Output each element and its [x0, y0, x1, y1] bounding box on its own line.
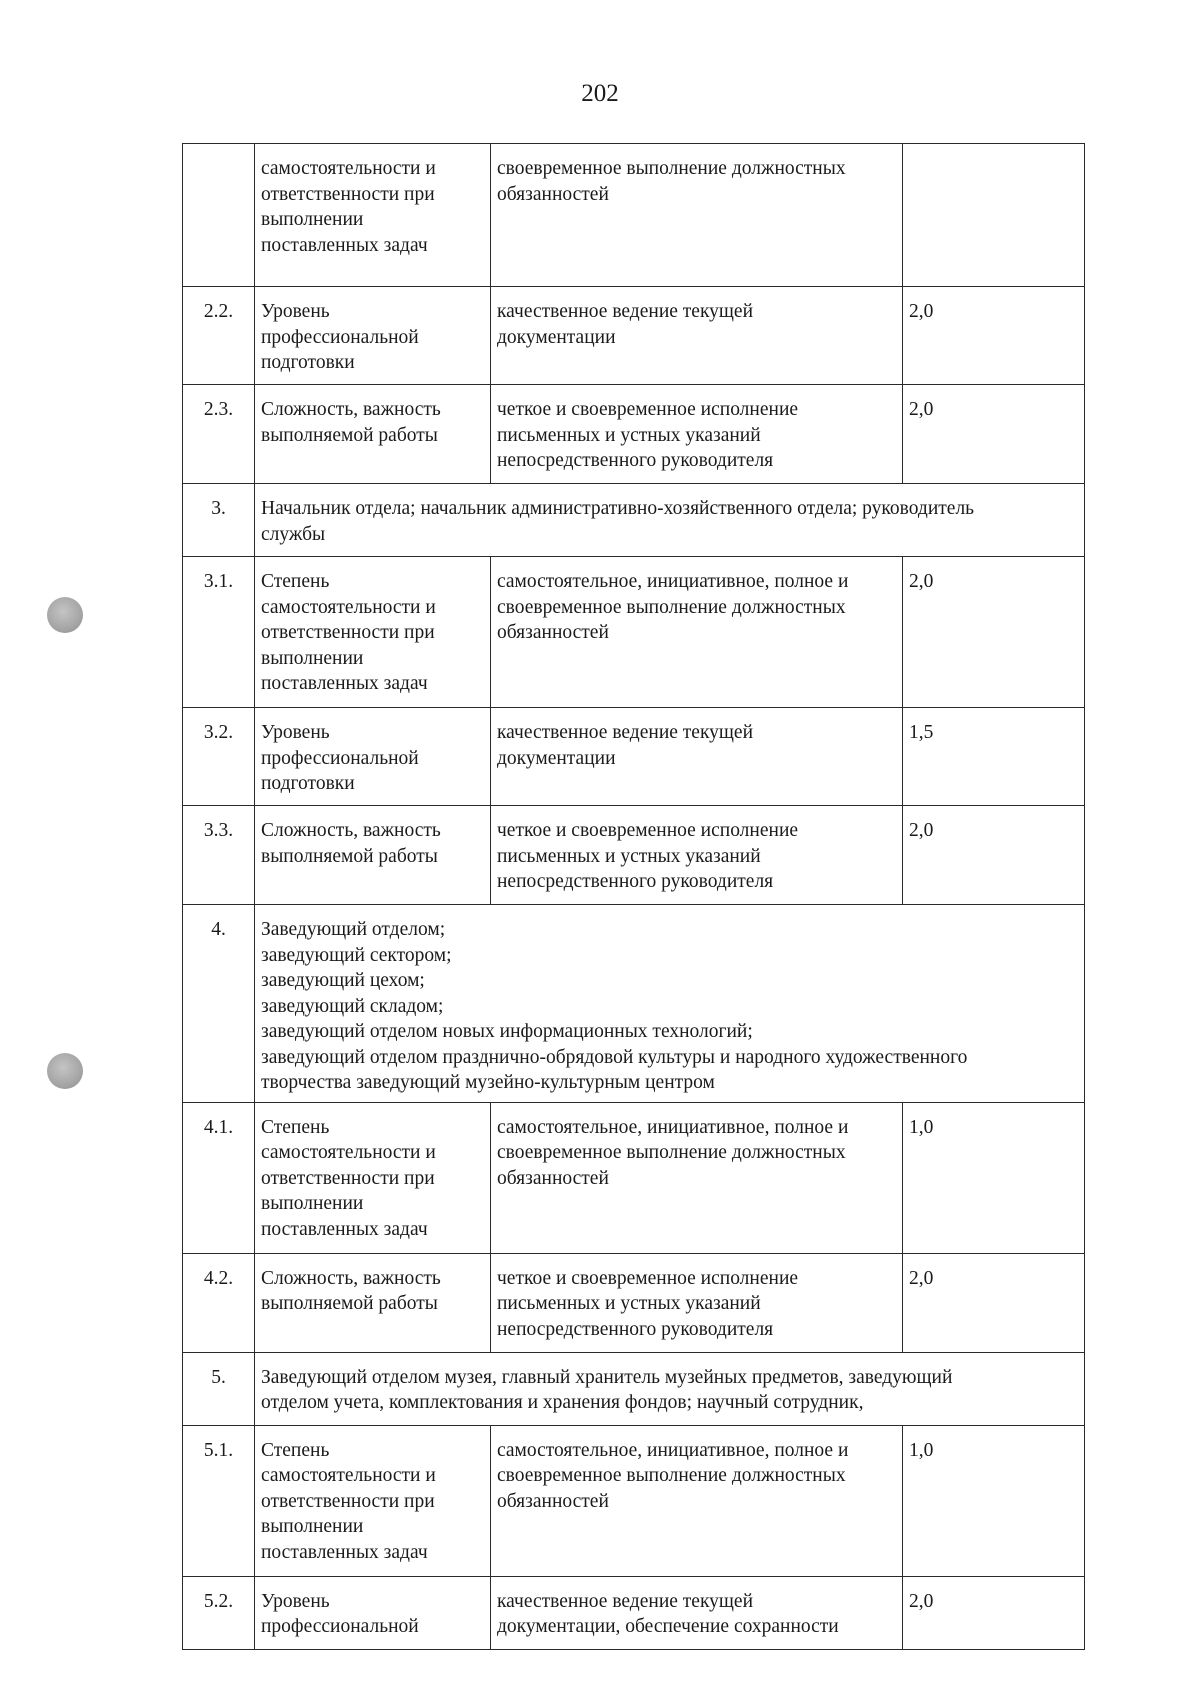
value-cell: 2,0 [903, 806, 1085, 905]
page-number: 202 [581, 80, 619, 107]
criterion-cell: Степень самостоятельности и ответственности при выполнении поставленных задач [255, 1102, 491, 1253]
section-header-row [183, 905, 1085, 1103]
value-cell: 2,0 [903, 287, 1085, 385]
description-cell: качественное ведение текущей документации, обеспечение сохранности [491, 1576, 903, 1649]
description-cell: четкое и своевременное исполнение письменных и устных указаний непосредственного руководителя [491, 1253, 903, 1352]
table-row [183, 1102, 1085, 1253]
description-cell: своевременное выполнение должностных обязанностей [491, 144, 903, 287]
description-cell: качественное ведение текущей документации [491, 287, 903, 385]
section-title: Заведующий отделом; заведующий сектором; заведующий цехом; заведующий складом; заведующий отделом новых информационных технологий; заведующий отделом празднично-обрядовой культуры и народного художественного творчества заведующий музейно-культурным центром [255, 905, 1085, 1103]
description-cell: четкое и своевременное исполнение письменных и устных указаний непосредственного руководителя [491, 806, 903, 905]
criterion-cell: Сложность, важность выполняемой работы [255, 1253, 491, 1352]
criterion-cell: Уровень профессиональной [255, 1576, 491, 1649]
description-cell: самостоятельное, инициативное, полное и своевременное выполнение должностных обязанностей [491, 1425, 903, 1576]
criterion-cell: Степень самостоятельности и ответственности при выполнении поставленных задач [255, 1425, 491, 1576]
row-number: 5.1. [183, 1425, 255, 1576]
table-row [183, 144, 1085, 287]
table-row [183, 287, 1085, 385]
criterion-cell: Уровень профессиональной подготовки [255, 287, 491, 385]
description-cell: четкое и своевременное исполнение письменных и устных указаний непосредственного руководителя [491, 385, 903, 484]
section-header-row [183, 1352, 1085, 1425]
criterion-cell: Сложность, важность выполняемой работы [255, 806, 491, 905]
description-cell: качественное ведение текущей документации [491, 708, 903, 806]
table-row [183, 1425, 1085, 1576]
row-number: 4.1. [183, 1102, 255, 1253]
row-number [183, 144, 255, 287]
row-number: 4.2. [183, 1253, 255, 1352]
value-cell: 1,5 [903, 708, 1085, 806]
row-number: 5.2. [183, 1576, 255, 1649]
value-cell: 1,0 [903, 1102, 1085, 1253]
section-title: Начальник отдела; начальник административно-хозяйственного отдела; руководитель службы [255, 484, 1085, 557]
section-number: 5. [183, 1352, 255, 1425]
value-cell: 2,0 [903, 557, 1085, 708]
row-number: 3.3. [183, 806, 255, 905]
value-cell: 1,0 [903, 1425, 1085, 1576]
criteria-table [182, 143, 1085, 1650]
section-title: Заведующий отделом музея, главный хранитель музейных предметов, заведующий отделом учета, комплектования и хранения фондов; научный сотрудник, [255, 1352, 1085, 1425]
section-header-row [183, 484, 1085, 557]
row-number: 3.1. [183, 557, 255, 708]
row-number: 3.2. [183, 708, 255, 806]
criterion-cell: Сложность, важность выполняемой работы [255, 385, 491, 484]
value-cell: 2,0 [903, 1253, 1085, 1352]
row-number: 2.3. [183, 385, 255, 484]
punch-hole-mark [47, 1053, 83, 1089]
value-cell: 2,0 [903, 385, 1085, 484]
table-row [183, 385, 1085, 484]
section-number: 3. [183, 484, 255, 557]
criterion-cell: самостоятельности и ответственности при выполнении поставленных задач [255, 144, 491, 287]
table-row [183, 557, 1085, 708]
value-cell [903, 144, 1085, 287]
table-row [183, 1576, 1085, 1649]
section-number: 4. [183, 905, 255, 1103]
row-number: 2.2. [183, 287, 255, 385]
punch-hole-mark [47, 597, 83, 633]
table-row [183, 806, 1085, 905]
value-cell: 2,0 [903, 1576, 1085, 1649]
description-cell: самостоятельное, инициативное, полное и своевременное выполнение должностных обязанностей [491, 1102, 903, 1253]
description-cell: самостоятельное, инициативное, полное и своевременное выполнение должностных обязанностей [491, 557, 903, 708]
table-row [183, 708, 1085, 806]
criterion-cell: Уровень профессиональной подготовки [255, 708, 491, 806]
table-row [183, 1253, 1085, 1352]
criterion-cell: Степень самостоятельности и ответственности при выполнении поставленных задач [255, 557, 491, 708]
